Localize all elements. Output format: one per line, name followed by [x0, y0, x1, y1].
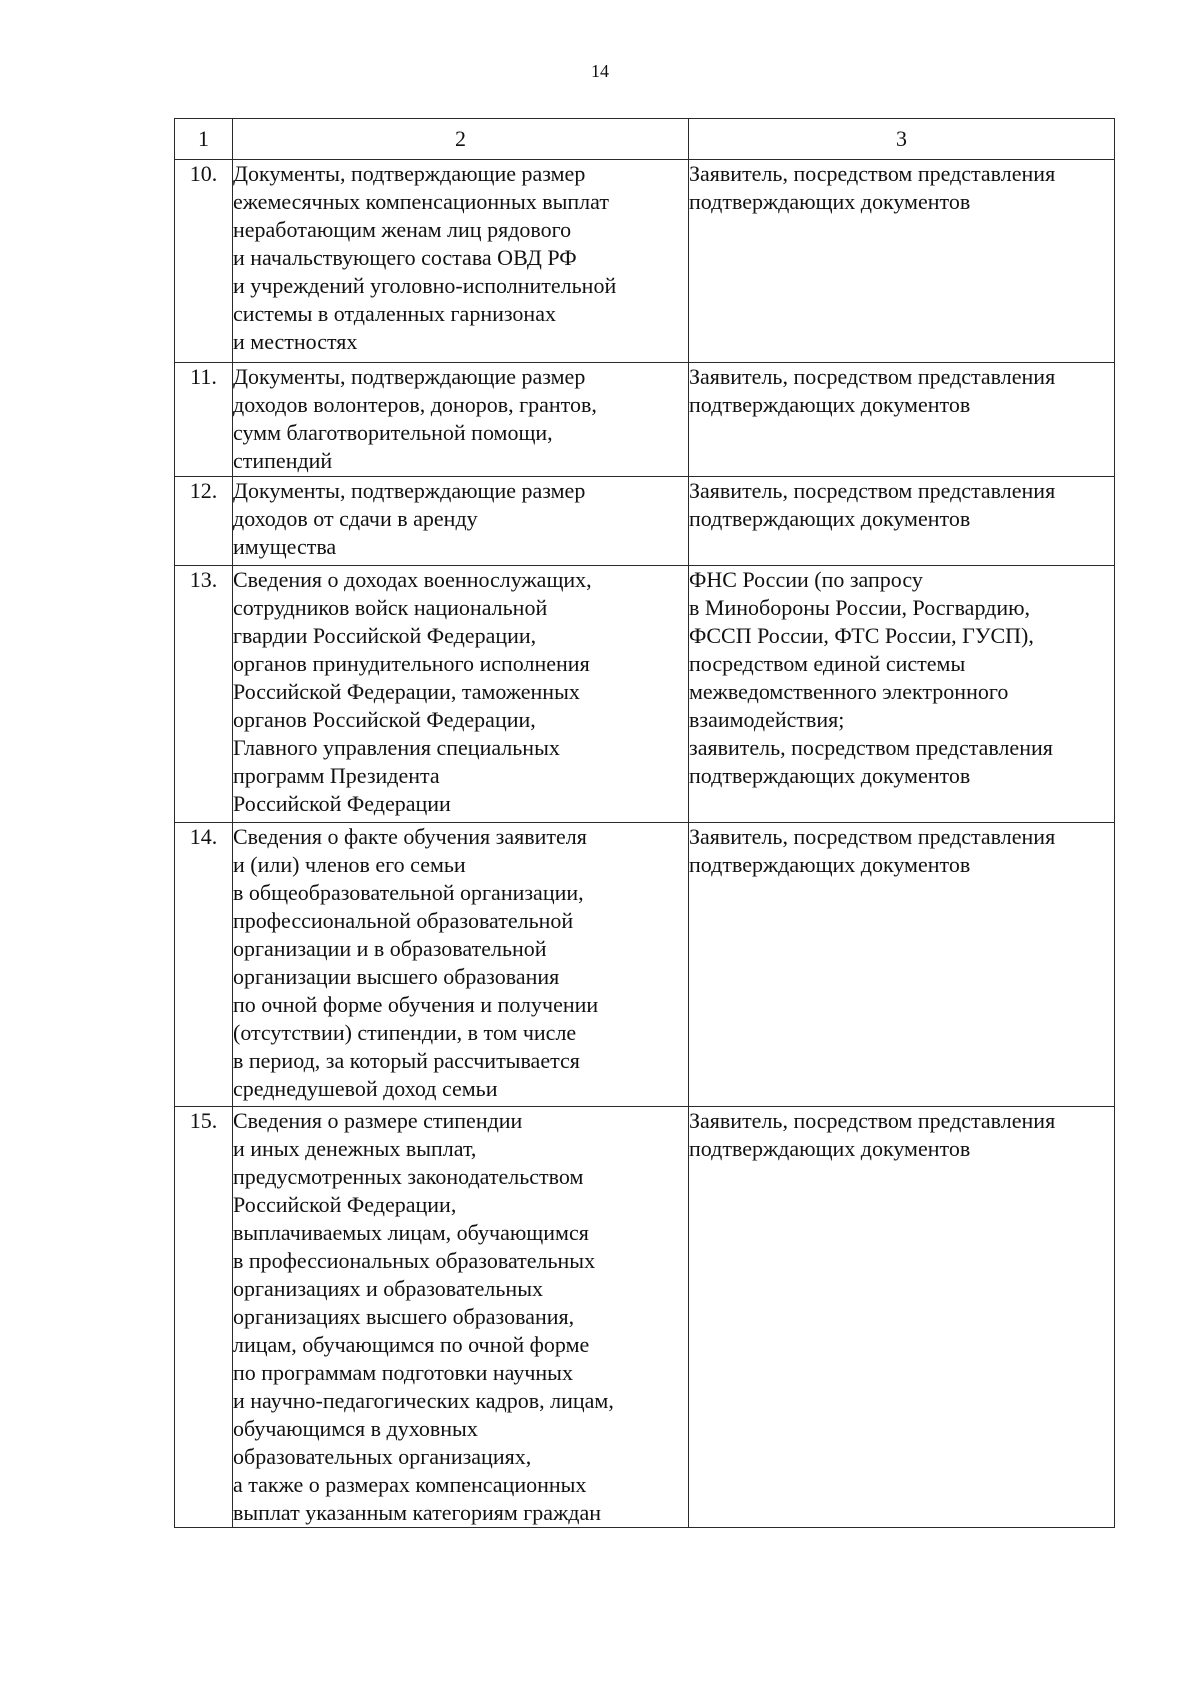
document-description-line: организациях и образовательных	[233, 1276, 543, 1301]
document-description-line: и иных денежных выплат,	[233, 1136, 477, 1161]
column-header-source: 3	[689, 119, 1115, 160]
document-description-line: органов Российской Федерации,	[233, 707, 536, 732]
row-number: 14.	[175, 823, 233, 1107]
document-description-cell	[233, 477, 689, 566]
document-description-line: и научно-педагогических кадров, лицам,	[233, 1388, 614, 1413]
document-description-line: образовательных организациях,	[233, 1444, 532, 1469]
document-description-cell	[233, 823, 689, 1107]
page-number: 14	[591, 61, 609, 81]
document-description-line: предусмотренных законодательством	[233, 1164, 584, 1189]
documents-table	[174, 118, 1115, 1528]
row-number: 11.	[175, 363, 233, 477]
document-source-line: подтверждающих документов	[689, 506, 971, 531]
document-description-line: организации высшего образования	[233, 964, 560, 989]
document-description-cell	[233, 363, 689, 477]
document-source-line: подтверждающих документов	[689, 852, 971, 877]
table-header-row	[175, 119, 1115, 160]
document-description-cell	[233, 566, 689, 823]
document-description-line: Российской Федерации, таможенных	[233, 679, 580, 704]
document-source-cell	[689, 1107, 1115, 1528]
row-number: 13.	[175, 566, 233, 823]
document-description-cell	[233, 160, 689, 363]
document-description-line: и (или) членов его семьи	[233, 852, 466, 877]
document-description-line: Сведения о доходах военнослужащих,	[233, 567, 592, 592]
document-description-line: а также о размерах компенсационных	[233, 1472, 587, 1497]
document-source-line: подтверждающих документов	[689, 189, 971, 214]
document-source-line: Заявитель, посредством представления	[689, 1108, 1056, 1133]
document-description-line: обучающимся в духовных	[233, 1416, 478, 1441]
document-source-line: подтверждающих документов	[689, 392, 971, 417]
document-description-line: выплачиваемых лицам, обучающимся	[233, 1220, 589, 1245]
document-description-line: выплат указанным категориям граждан	[233, 1500, 601, 1525]
document-description-line: (отсутствии) стипендии, в том числе	[233, 1020, 577, 1045]
document-description-line: организациях высшего образования,	[233, 1304, 575, 1329]
document-description-line: в период, за который рассчитывается	[233, 1048, 580, 1073]
document-source-line: в Минобороны России, Росгвардию,	[689, 595, 1031, 620]
document-source-line: взаимодействия;	[689, 707, 845, 732]
document-description-line: Документы, подтверждающие размер	[233, 364, 586, 389]
table-row	[175, 823, 1115, 1107]
document-source-cell	[689, 477, 1115, 566]
document-description-line: профессиональной образовательной	[233, 908, 574, 933]
document-source-line: Заявитель, посредством представления	[689, 364, 1056, 389]
document-description-line: неработающим женам лиц рядового	[233, 217, 572, 242]
document-source-line: заявитель, посредством представления	[689, 735, 1053, 760]
document-description-line: органов принудительного исполнения	[233, 651, 590, 676]
document-description-line: сотрудников войск национальной	[233, 595, 548, 620]
document-description-line: сумм благотворительной помощи,	[233, 420, 553, 445]
document-description-line: имущества	[233, 534, 337, 559]
document-description-cell	[233, 1107, 689, 1528]
document-description-line: среднедушевой доход семьи	[233, 1076, 498, 1101]
table-row	[175, 1107, 1115, 1528]
document-description-line: Сведения о размере стипендии	[233, 1108, 523, 1133]
document-description-line: Сведения о факте обучения заявителя	[233, 824, 587, 849]
document-description-line: и начальствующего состава ОВД РФ	[233, 245, 577, 270]
row-number: 15.	[175, 1107, 233, 1528]
document-description-line: в профессиональных образовательных	[233, 1248, 596, 1273]
table-row	[175, 160, 1115, 363]
table-body	[175, 160, 1115, 1528]
table-row	[175, 477, 1115, 566]
document-description-line: Российской Федерации	[233, 791, 451, 816]
document-description-line: ежемесячных компенсационных выплат	[233, 189, 609, 214]
document-source-line: подтверждающих документов	[689, 1136, 971, 1161]
document-source-cell	[689, 823, 1115, 1107]
document-description-line: по очной форме обучения и получении	[233, 992, 599, 1017]
document-source-line: Заявитель, посредством представления	[689, 824, 1056, 849]
document-description-line: и учреждений уголовно-исполнительной	[233, 273, 617, 298]
document-description-line: и местностях	[233, 329, 358, 354]
document-description-line: Главного управления специальных	[233, 735, 560, 760]
row-number: 10.	[175, 160, 233, 363]
document-description-line: лицам, обучающимся по очной форме	[233, 1332, 590, 1357]
document-description-line: организации и в образовательной	[233, 936, 547, 961]
document-description-line: системы в отдаленных гарнизонах	[233, 301, 556, 326]
document-description-line: доходов волонтеров, доноров, грантов,	[233, 392, 597, 417]
document-description-line: Документы, подтверждающие размер	[233, 478, 586, 503]
document-description-line: по программам подготовки научных	[233, 1360, 573, 1385]
document-source-line: подтверждающих документов	[689, 763, 971, 788]
document-source-line: ФССП России, ФТС России, ГУСП),	[689, 623, 1034, 648]
document-source-cell	[689, 363, 1115, 477]
document-source-line: посредством единой системы	[689, 651, 966, 676]
document-description-line: стипендий	[233, 448, 333, 473]
document-description-line: доходов от сдачи в аренду	[233, 506, 478, 531]
row-number: 12.	[175, 477, 233, 566]
table-row	[175, 566, 1115, 823]
column-header-document: 2	[233, 119, 689, 160]
document-description-line: программ Президента	[233, 763, 440, 788]
column-header-number: 1	[175, 119, 233, 160]
document-description-line: Документы, подтверждающие размер	[233, 161, 586, 186]
document-source-line: межведомственного электронного	[689, 679, 1009, 704]
document-description-line: гвардии Российской Федерации,	[233, 623, 537, 648]
table-row	[175, 363, 1115, 477]
document-source-cell	[689, 566, 1115, 823]
document-description-line: в общеобразовательной организации,	[233, 880, 584, 905]
document-source-cell	[689, 160, 1115, 363]
document-source-line: Заявитель, посредством представления	[689, 161, 1056, 186]
document-description-line: Российской Федерации,	[233, 1192, 457, 1217]
document-source-line: Заявитель, посредством представления	[689, 478, 1056, 503]
document-source-line: ФНС России (по запросу	[689, 567, 923, 592]
